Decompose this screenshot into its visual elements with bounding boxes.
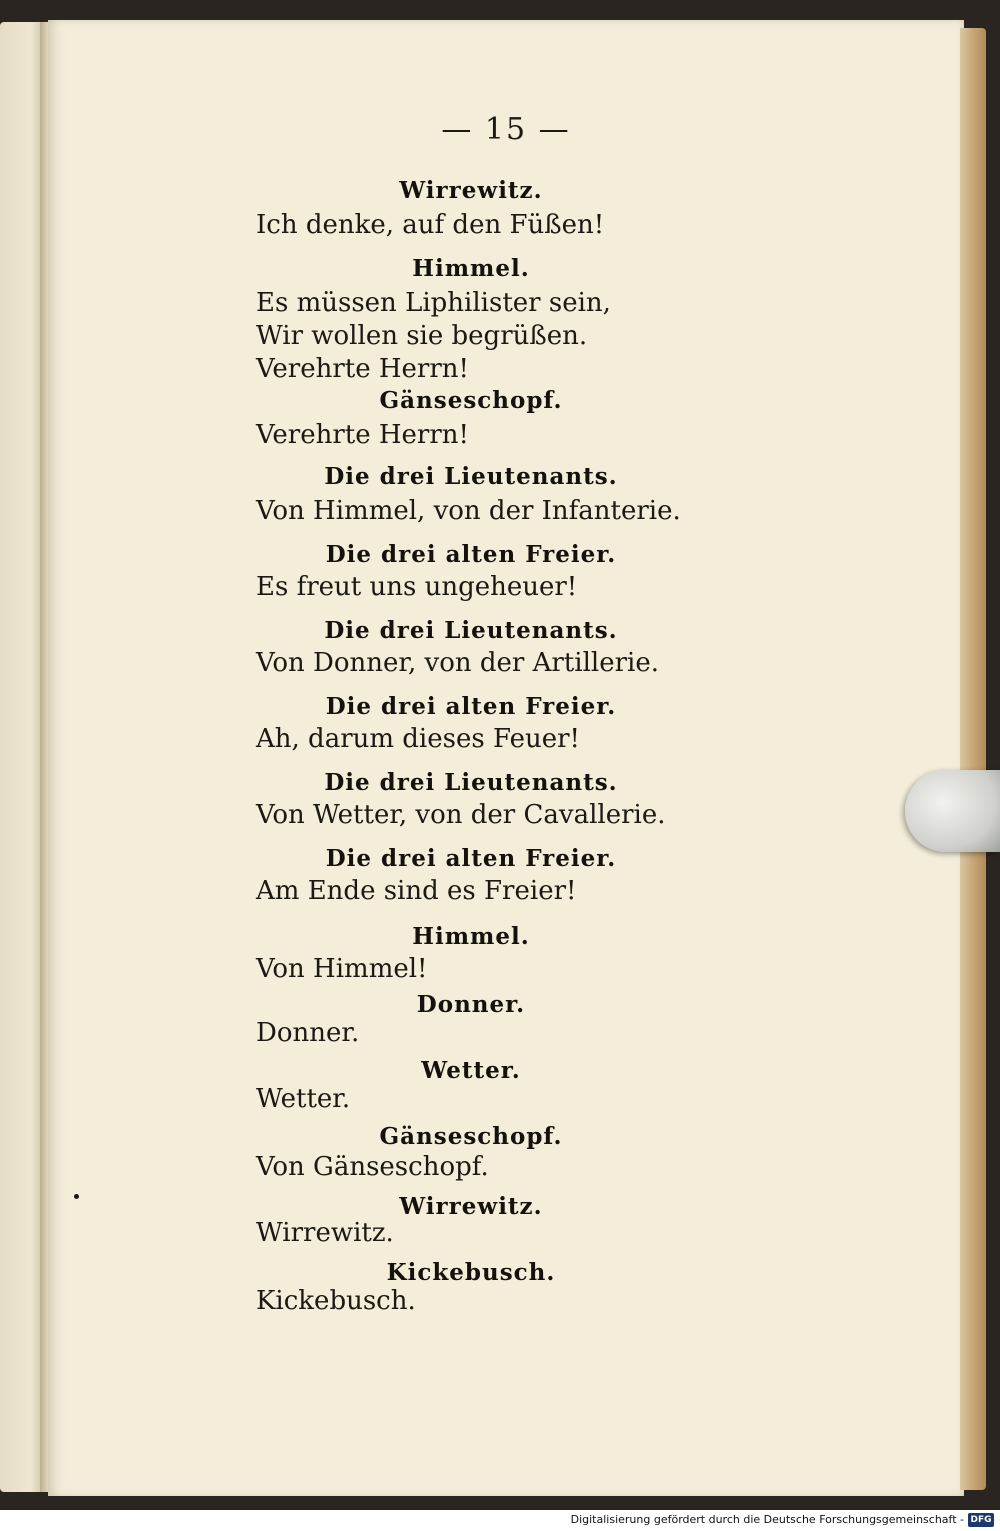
speaker-heading: Wirrewitz. — [399, 1193, 543, 1220]
speaker-heading: Die drei alten Freier. — [325, 845, 617, 872]
dialogue-line: Von Donner, von der Artillerie. — [256, 648, 659, 678]
speaker-heading: Gänseschopf. — [379, 1123, 563, 1150]
speaker-heading: Wirrewitz. — [399, 177, 543, 204]
dialogue-line: Verehrte Herrn! — [256, 354, 469, 384]
speaker-heading: Die drei alten Freier. — [325, 693, 617, 720]
speaker-heading: Die drei Lieutenants. — [324, 617, 618, 644]
speaker-heading: Gänseschopf. — [379, 387, 563, 414]
dialogue-line: Ich denke, auf den Füßen! — [256, 210, 605, 240]
page-number: — 15 — — [441, 112, 571, 147]
dialogue-line: Am Ende sind es Freier! — [256, 876, 577, 906]
ink-speck — [74, 1194, 79, 1199]
speaker-heading: Die drei alten Freier. — [325, 541, 617, 568]
speaker-heading: Himmel. — [412, 255, 530, 282]
speaker-heading: Die drei Lieutenants. — [324, 769, 618, 796]
footer-bar — [0, 1510, 1000, 1531]
dialogue-line: Wirrewitz. — [256, 1218, 394, 1248]
dialogue-line: Von Himmel! — [256, 954, 428, 984]
dialogue-line: Donner. — [256, 1018, 360, 1048]
dialogue-line: Kickebusch. — [256, 1286, 416, 1316]
dialogue-line: Wir wollen sie begrüßen. — [256, 321, 588, 351]
dialogue-line: Es freut uns ungeheuer! — [256, 572, 578, 602]
dialogue-line: Von Himmel, von der Infanterie. — [256, 496, 681, 526]
funding-credit: Digitalisierung gefördert durch die Deutsche Forschungsgemeinschaft - — [570, 1513, 964, 1526]
left-page-edge — [0, 22, 44, 1492]
dialogue-line: Ah, darum dieses Feuer! — [256, 724, 580, 754]
speaker-heading: Himmel. — [412, 923, 530, 950]
speaker-heading: Kickebusch. — [386, 1259, 556, 1286]
dialogue-line: Wetter. — [256, 1084, 351, 1114]
page-tab-marker — [905, 770, 1000, 852]
speaker-heading: Die drei Lieutenants. — [324, 463, 618, 490]
right-page-edge — [960, 28, 986, 1490]
dialogue-line: Verehrte Herrn! — [256, 420, 469, 450]
speaker-heading: Wetter. — [421, 1057, 521, 1084]
dialogue-line: Von Wetter, von der Cavallerie. — [256, 800, 666, 830]
dialogue-line: Es müssen Liphilister sein, — [256, 288, 611, 318]
dialogue-line: Von Gänseschopf. — [256, 1152, 489, 1182]
dfg-logo: DFG — [968, 1513, 994, 1527]
speaker-heading: Donner. — [416, 991, 526, 1018]
